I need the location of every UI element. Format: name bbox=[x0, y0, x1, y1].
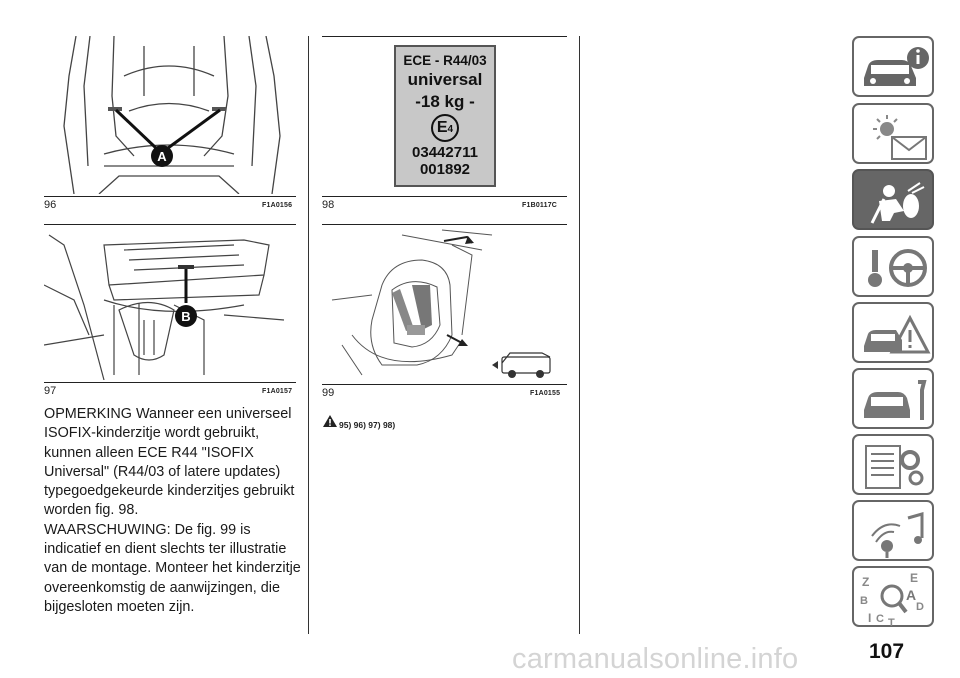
key-steering-wheel-icon bbox=[854, 238, 936, 299]
approval-mark-letter: E bbox=[436, 119, 448, 136]
tab-dashboard-lights[interactable] bbox=[852, 103, 934, 164]
seat-isofix-anchor-illustration bbox=[44, 36, 296, 194]
watermark: carmanualsonline.info bbox=[512, 643, 799, 675]
figure-97 bbox=[44, 225, 296, 380]
multimedia-icon bbox=[854, 502, 936, 563]
figure-98-top-rule bbox=[322, 36, 567, 37]
tab-safety[interactable] bbox=[852, 169, 934, 230]
callout-a: A bbox=[157, 149, 167, 164]
label-approval-number: 03442711 bbox=[412, 144, 478, 161]
tab-technical-data[interactable] bbox=[852, 434, 934, 495]
warning-triangle-icon bbox=[322, 414, 338, 428]
alphabetical-index-icon bbox=[854, 568, 936, 629]
tab-starting-driving[interactable] bbox=[852, 236, 934, 297]
car-info-icon bbox=[854, 38, 936, 99]
svg-text:I: I bbox=[868, 611, 872, 625]
figure-96 bbox=[44, 36, 296, 194]
emergency-breakdown-icon bbox=[854, 304, 936, 365]
figure-96-code: F1A0156 bbox=[262, 202, 293, 209]
figure-97-number: 97 bbox=[44, 385, 57, 397]
warning-paragraph: WAARSCHUWING: De fig. 99 is indicatief en dient slechts ter illustratie van de montage. Monteer het kinderzitje overeenkomstig de aanwijzingen, die bijgesloten moeten zijn. bbox=[44, 521, 301, 615]
figure-96-caption-rule bbox=[44, 196, 296, 197]
ece-approval-label bbox=[394, 45, 496, 187]
car-maintenance-icon bbox=[854, 370, 936, 431]
svg-text:E: E bbox=[910, 571, 919, 585]
callout-b: B bbox=[181, 309, 191, 324]
label-category: universal bbox=[407, 70, 483, 89]
child-seat-installation-illustration bbox=[322, 225, 567, 382]
figure-97-caption-rule bbox=[44, 382, 296, 383]
label-ece-standard: ECE - R44/03 bbox=[403, 53, 487, 68]
svg-text:Z: Z bbox=[862, 575, 870, 589]
dashboard-lights-icon bbox=[854, 105, 936, 166]
figure-99 bbox=[322, 225, 567, 382]
column-divider-left bbox=[308, 36, 309, 634]
technical-data-icon bbox=[854, 436, 936, 497]
airbag-seat-icon bbox=[854, 171, 936, 232]
svg-text:C: C bbox=[876, 613, 884, 625]
body-text bbox=[44, 405, 302, 617]
figure-99-number: 99 bbox=[322, 387, 335, 399]
warning-references: 95) 96) 97) 98) bbox=[339, 420, 396, 430]
svg-text:D: D bbox=[916, 601, 924, 613]
tab-vehicle-info[interactable] bbox=[852, 36, 934, 97]
label-serial-number: 001892 bbox=[419, 161, 471, 178]
van-icon bbox=[492, 353, 550, 378]
figure-97-code: F1A0157 bbox=[262, 388, 293, 395]
approval-mark-number: 4 bbox=[447, 124, 454, 135]
column-divider-right bbox=[579, 36, 580, 634]
figure-98-code: F1B0117C bbox=[522, 202, 558, 209]
figure-98-caption-rule bbox=[322, 196, 567, 197]
page-number: 107 bbox=[869, 640, 905, 663]
tab-emergency[interactable] bbox=[852, 302, 934, 363]
svg-text:A: A bbox=[906, 587, 917, 603]
svg-text:T: T bbox=[888, 617, 895, 629]
figure-99-code: F1A0155 bbox=[530, 390, 561, 397]
tab-maintenance[interactable] bbox=[852, 368, 934, 429]
figure-96-number: 96 bbox=[44, 199, 57, 211]
tab-multimedia[interactable] bbox=[852, 500, 934, 561]
label-approval-mark bbox=[431, 114, 459, 142]
note-paragraph: OPMERKING Wanneer een universeel ISOFIX-kinderzitje wordt gebruikt, kunnen alleen ECE R44 "ISOFIX Universal" (R44/03 of latere updates) typegoedgekeurde kinderzitjes gebruikt worden fig. 98. bbox=[44, 406, 295, 519]
tab-alphabetical-index[interactable] bbox=[852, 566, 934, 627]
svg-text:B: B bbox=[860, 595, 868, 607]
label-weight-class: -18 kg - bbox=[415, 92, 475, 111]
figure-99-caption-rule bbox=[322, 384, 567, 385]
figure-98-number: 98 bbox=[322, 199, 335, 211]
seat-underside-anchor-illustration bbox=[44, 225, 296, 380]
